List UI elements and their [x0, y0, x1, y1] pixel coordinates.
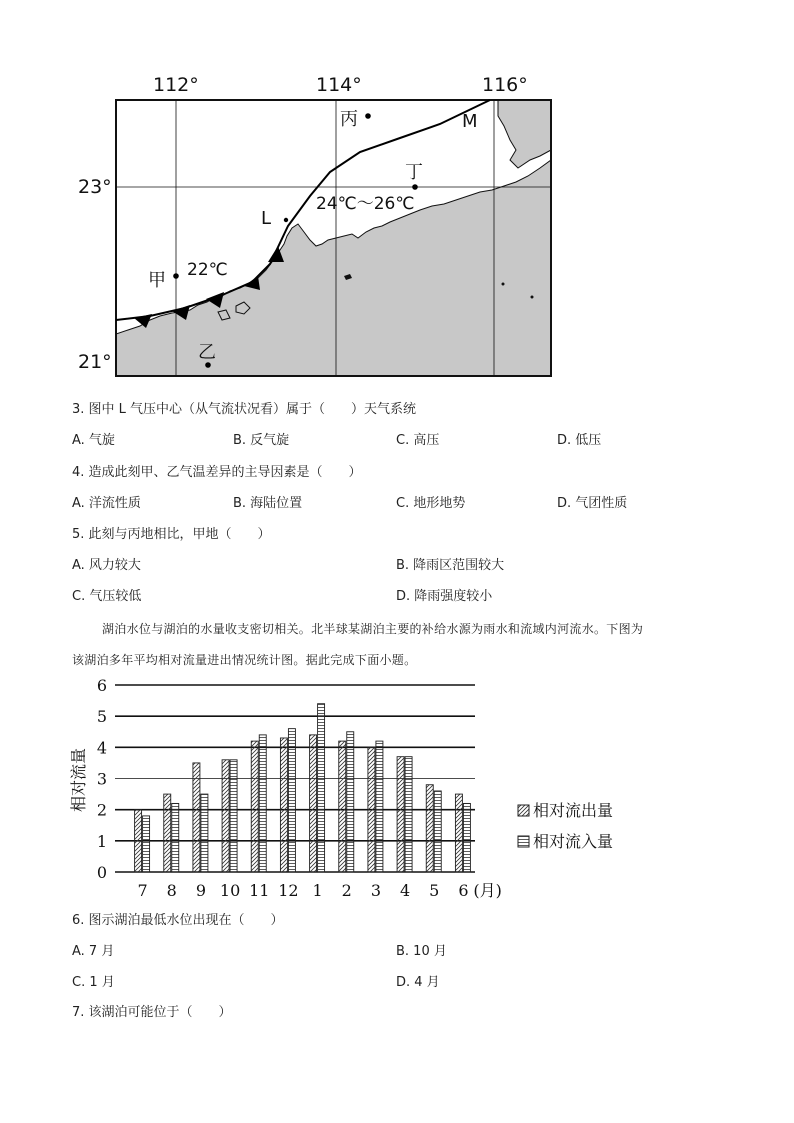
question-number: 5. [72, 527, 85, 542]
question-4-stem [72, 465, 362, 481]
q5-option-c: C. 气压较低 [72, 589, 142, 604]
x-tick-label: 4 [399, 881, 411, 900]
q4-option-c: C. 地形地势 [396, 496, 466, 511]
bar-outflow [222, 760, 229, 872]
bar-inflow [463, 803, 470, 872]
bar-inflow [230, 760, 237, 872]
question-text: 图中 L 气压中心（从气流状况看）属于（ ）天气系统 [88, 402, 417, 417]
q4-option-a: A. 洋流性质 [72, 496, 141, 511]
intro-line-1: 湖泊水位与湖泊的水量收支密切相关。北半球某湖泊主要的补给水源为雨水和流域内河流水。下图为 [102, 622, 644, 636]
q6-option-c: C. 1 月 [72, 975, 115, 990]
lon-label-112: 112° [153, 74, 199, 96]
legend-swatch-inflow [518, 836, 529, 847]
q5-option-b: B. 降雨区范围较大 [396, 558, 505, 573]
y-tick-label: 1 [96, 831, 107, 851]
q5-option-a: A. 风力较大 [72, 558, 141, 573]
point-L [284, 218, 288, 222]
legend-label-outflow: 相对流出量 [533, 801, 614, 820]
bar-outflow [280, 738, 287, 872]
y-tick-label: 2 [96, 800, 107, 820]
bar-inflow [288, 729, 295, 872]
label-yi: 乙 [198, 342, 216, 363]
x-axis-unit-label: (月) [473, 881, 502, 900]
q3-option-b: B. 反气旋 [233, 433, 290, 448]
legend-label-inflow: 相对流入量 [533, 832, 614, 851]
bar-inflow [376, 741, 383, 872]
bar-outflow [251, 741, 258, 872]
q4-option-d: D. 气团性质 [557, 496, 628, 511]
bar-outflow [426, 785, 433, 872]
x-tick-label: 8 [166, 881, 177, 900]
bar-inflow [347, 732, 354, 872]
bar-outflow [455, 794, 462, 872]
y-axis-label-text: 相对流量 [69, 747, 88, 813]
bar-outflow [310, 735, 317, 872]
y-tick-label: 3 [96, 769, 107, 789]
lat-label-23: 23° [78, 176, 112, 198]
q3-option-a: A. 气旋 [72, 433, 115, 448]
y-tick-label: 6 [96, 676, 107, 695]
lat-label-21: 21° [78, 351, 112, 373]
flow-chart [60, 670, 660, 905]
intro-line-2: 该湖泊多年平均相对流量进出情况统计图。据此完成下面小题。 [72, 653, 417, 667]
x-tick-label: 11 [249, 881, 270, 900]
bar-inflow [434, 791, 441, 872]
x-tick-label: 2 [341, 881, 352, 900]
y-tick-label: 5 [96, 707, 107, 727]
lon-label-116: 116° [482, 74, 528, 96]
x-tick-label: 5 [429, 881, 440, 900]
x-tick-label: 3 [370, 881, 382, 900]
bar-inflow [318, 704, 325, 872]
y-tick-label: 4 [96, 738, 107, 758]
label-jia: 甲 [148, 270, 166, 291]
x-tick-label: 6 [458, 881, 469, 900]
chart-legend [518, 801, 613, 851]
q4-option-b: B. 海陆位置 [233, 496, 303, 511]
bar-outflow [135, 810, 142, 872]
question-7-stem [72, 1005, 232, 1021]
x-tick-label: 10 [219, 881, 241, 900]
x-tick-label: 12 [278, 881, 299, 900]
question-number: 6. [72, 913, 85, 928]
q6-option-b: B. 10 月 [396, 944, 447, 959]
x-tick-label: 9 [195, 881, 207, 900]
q6-option-a: A. 7 月 [72, 944, 115, 959]
temp-east: 24℃～26℃ [316, 194, 415, 214]
question-3-stem [72, 402, 416, 418]
y-axis-label [69, 748, 88, 812]
question-number: 3. [72, 402, 85, 417]
question-text: 该湖泊可能位于（ ） [88, 1005, 232, 1020]
question-number: 4. [72, 465, 85, 480]
bar-outflow [193, 763, 200, 872]
question-text: 造成此刻甲、乙气温差异的主导因素是（ ） [88, 465, 362, 480]
temp-west: 22℃ [187, 260, 228, 280]
question-5-stem [72, 527, 271, 543]
lon-label-114: 114° [316, 74, 362, 96]
island-4 [502, 283, 505, 286]
x-tick-label: 7 [137, 881, 148, 900]
bar-inflow [405, 757, 412, 872]
q3-option-c: C. 高压 [396, 433, 440, 448]
question-6-stem [72, 913, 284, 929]
question-text: 图示湖泊最低水位出现在（ ） [88, 913, 284, 928]
point-jia [173, 273, 179, 279]
bar-outflow [164, 794, 171, 872]
label-ding: 丁 [405, 162, 423, 183]
question-number: 7. [72, 1005, 85, 1020]
island-5 [531, 296, 534, 299]
bar-outflow [397, 757, 404, 872]
point-bing [365, 113, 371, 119]
question-text: 此刻与丙地相比，甲地（ ） [88, 527, 271, 542]
weather-map [0, 0, 794, 390]
bar-outflow [339, 741, 346, 872]
label-L: L [261, 208, 272, 229]
q3-option-d: D. 低压 [557, 433, 602, 448]
label-bing: 丙 [340, 109, 358, 130]
bar-inflow [143, 816, 150, 872]
label-M: M [462, 111, 478, 132]
bar-inflow [201, 794, 208, 872]
bar-outflow [368, 747, 375, 872]
bar-inflow [259, 735, 266, 872]
flow-chart-svg [60, 670, 660, 905]
y-tick-label: 0 [96, 863, 107, 882]
x-tick-label: 1 [312, 881, 323, 900]
q5-option-d: D. 降雨强度较小 [396, 589, 493, 604]
q6-option-d: D. 4 月 [396, 975, 440, 990]
legend-swatch-outflow [518, 805, 529, 816]
bar-inflow [172, 803, 179, 872]
